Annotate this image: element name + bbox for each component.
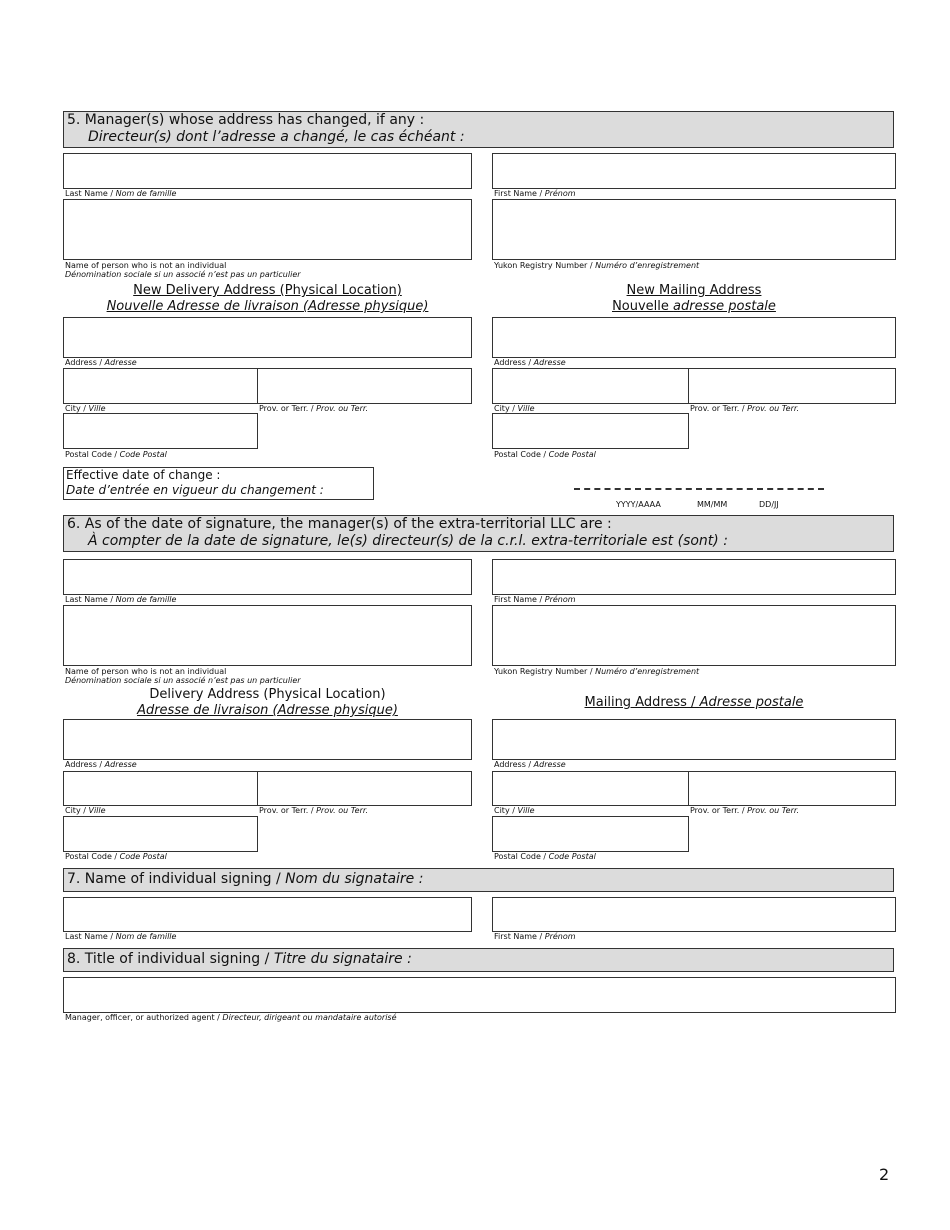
s5-delivery-city-label: City / Ville xyxy=(65,404,106,413)
s5-mailing-prov-label: Prov. or Terr. / Prov. ou Terr. xyxy=(690,404,799,413)
s6-non-individual-label: Name of person who is not an individual Dénomination sociale si un associé n’est pas un particulier xyxy=(65,667,301,685)
s5-non-individual-field[interactable] xyxy=(63,199,472,260)
section5-title: 5. Manager(s) whose address has changed, if any : xyxy=(67,112,425,128)
s5-delivery-postal-label: Postal Code / Code Postal xyxy=(65,450,167,459)
s5-delivery-city-field[interactable] xyxy=(63,368,258,404)
s5-first-name-label: First Name / Prénom xyxy=(494,189,576,198)
s6-mailing-heading: Mailing Address / Adresse postale xyxy=(584,695,804,710)
section7-title: 7. Name of individual signing / xyxy=(67,871,286,887)
s5-mailing-prov-field[interactable] xyxy=(688,368,896,404)
s5-last-name-label: Last Name / Nom de famille xyxy=(65,189,177,198)
s7-last-name-label: Last Name / Nom de famille xyxy=(65,932,177,941)
s6-delivery-postal-label: Postal Code / Code Postal xyxy=(65,852,167,861)
page-number: 2 xyxy=(879,1165,890,1184)
s6-last-name-field[interactable] xyxy=(63,559,472,595)
section8-title-fr: Titre du signataire : xyxy=(273,951,412,967)
s6-last-name-label: Last Name / Nom de famille xyxy=(65,595,177,604)
section6-header xyxy=(63,515,894,552)
section8-title: 8. Title of individual signing / xyxy=(67,951,274,967)
s7-last-name-field[interactable] xyxy=(63,897,472,932)
s6-mailing-prov-label: Prov. or Terr. / Prov. ou Terr. xyxy=(690,806,799,815)
s5-delivery-address-label: Address / Adresse xyxy=(65,358,137,367)
s5-delivery-address-field[interactable] xyxy=(63,317,472,358)
section7-header xyxy=(63,868,894,892)
s7-first-name-field[interactable] xyxy=(492,897,896,932)
s5-registry-label: Yukon Registry Number / Numéro d’enregistrement xyxy=(494,261,700,270)
s8-title-label: Manager, officer, or authorized agent / Directeur, dirigeant ou mandataire autorisé xyxy=(65,1013,397,1022)
s8-title-field[interactable] xyxy=(63,977,896,1013)
s6-mailing-address-field[interactable] xyxy=(492,719,896,760)
s6-mailing-postal-field[interactable] xyxy=(492,816,689,852)
s6-non-individual-field[interactable] xyxy=(63,605,472,666)
s5-last-name-field[interactable] xyxy=(63,153,472,189)
s6-mailing-address-label: Address / Adresse xyxy=(494,760,566,769)
s6-mailing-city-label: City / Ville xyxy=(494,806,535,815)
s5-registry-number-field[interactable] xyxy=(492,199,896,260)
s6-delivery-address-field[interactable] xyxy=(63,719,472,760)
s6-delivery-city-label: City / Ville xyxy=(65,806,106,815)
section5-title-fr: Directeur(s) dont l’adresse a changé, le cas échéant : xyxy=(88,129,465,145)
s6-first-name-label: First Name / Prénom xyxy=(494,595,576,604)
s5-mailing-postal-label: Postal Code / Code Postal xyxy=(494,450,596,459)
s5-mailing-address-field[interactable] xyxy=(492,317,896,358)
s6-registry-label: Yukon Registry Number / Numéro d’enregistrement xyxy=(494,667,700,676)
effective-date-label: Effective date of change : Date d’entrée en vigueur du changement : xyxy=(63,467,374,500)
s6-delivery-prov-label: Prov. or Terr. / Prov. ou Terr. xyxy=(259,806,368,815)
s6-first-name-field[interactable] xyxy=(492,559,896,595)
section5-header xyxy=(63,111,894,148)
s5-non-individual-label: Name of person who is not an individual Dénomination sociale si un associé n’est pas un particulier xyxy=(65,261,301,279)
s5-delivery-heading: New Delivery Address (Physical Location) Nouvelle Adresse de livraison (Adresse physique) xyxy=(106,283,429,314)
section7-title-fr: Nom du signataire : xyxy=(285,871,424,887)
s5-mailing-heading: New Mailing Address Nouvelle adresse postale xyxy=(612,283,776,314)
section6-title-fr: À compter de la date de signature, le(s) directeur(s) de la c.r.l. extra-territoriale est (sont) : xyxy=(88,533,728,549)
s5-first-name-field[interactable] xyxy=(492,153,896,189)
date-day-label: DD/JJ xyxy=(759,500,779,509)
s6-delivery-address-label: Address / Adresse xyxy=(65,760,137,769)
s5-delivery-postal-field[interactable] xyxy=(63,413,258,449)
s5-mailing-city-label: City / Ville xyxy=(494,404,535,413)
section8-header xyxy=(63,948,894,972)
s7-first-name-label: First Name / Prénom xyxy=(494,932,576,941)
s5-mailing-city-field[interactable] xyxy=(492,368,689,404)
s6-registry-number-field[interactable] xyxy=(492,605,896,666)
s5-delivery-prov-label: Prov. or Terr. / Prov. ou Terr. xyxy=(259,404,368,413)
s5-delivery-prov-field[interactable] xyxy=(257,368,472,404)
s6-delivery-postal-field[interactable] xyxy=(63,816,258,852)
s5-mailing-postal-field[interactable] xyxy=(492,413,689,449)
s6-delivery-heading: Delivery Address (Physical Location) Adresse de livraison (Adresse physique) xyxy=(137,687,398,718)
s6-delivery-city-field[interactable] xyxy=(63,771,258,806)
s6-mailing-prov-field[interactable] xyxy=(688,771,896,806)
date-month-label: MM/MM xyxy=(697,500,728,509)
date-year-label: YYYY/AAAA xyxy=(616,500,661,509)
section6-title: 6. As of the date of signature, the manager(s) of the extra-territorial LLC are : xyxy=(67,516,612,532)
s6-delivery-prov-field[interactable] xyxy=(257,771,472,806)
s6-mailing-city-field[interactable] xyxy=(492,771,689,806)
s6-mailing-postal-label: Postal Code / Code Postal xyxy=(494,852,596,861)
s5-mailing-address-label: Address / Adresse xyxy=(494,358,566,367)
effective-date-field[interactable] xyxy=(574,488,824,490)
